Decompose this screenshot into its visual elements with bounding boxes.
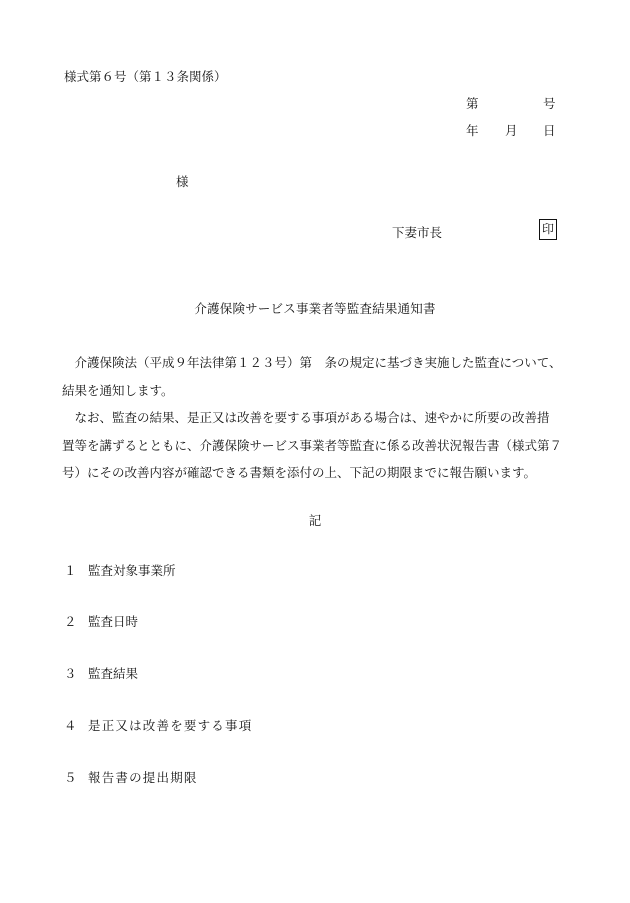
item-label: 報告書の提出期限: [88, 770, 198, 785]
list-item: [64, 716, 252, 734]
addressee-honorific: 様: [176, 174, 189, 189]
document-number-suffix: 号: [543, 96, 556, 111]
list-item: [64, 612, 138, 630]
item-number: ３: [64, 666, 77, 681]
item-number: ５: [64, 770, 78, 785]
date-year-label: 年: [466, 123, 479, 138]
ki-heading: 記: [308, 513, 322, 528]
list-item: [64, 664, 138, 682]
seal-mark: 印: [539, 219, 557, 240]
item-number: ４: [64, 718, 78, 733]
date-day-label: 日: [543, 123, 556, 138]
document-title: 介護保険サービス事業者等監査結果通知書: [194, 301, 436, 316]
item-number: ２: [64, 614, 77, 629]
document-number-prefix: 第: [466, 96, 479, 111]
item-label: 是正又は改善を要する事項: [88, 718, 253, 733]
body-paragraph-1: 介護保険法（平成９年法律第１２３号）第 条の規定に基づき実施した監査について、結果を通知します。: [62, 355, 562, 398]
list-item: [64, 768, 198, 786]
form-identifier: 様式第６号（第１３条関係）: [64, 69, 227, 84]
body-paragraph-2: なお、監査の結果、是正又は改善を要する事項がある場合は、速やかに所要の改善措置等を講ずるとともに、介護保険サービス事業者等監査に係る改善状況報告書（様式第７号）にその改善内容が確認できる書類を添付の上、下記の期限までに報告願います。: [62, 410, 563, 480]
item-label: 監査日時: [88, 614, 139, 629]
date-month-label: 月: [505, 123, 518, 138]
item-label: 監査結果: [88, 666, 139, 681]
item-label: 監査対象事業所: [88, 563, 176, 578]
issuer-name: 下妻市長: [392, 225, 443, 240]
body-text: [62, 349, 562, 487]
item-number: １: [64, 563, 77, 578]
list-item: [64, 561, 176, 579]
